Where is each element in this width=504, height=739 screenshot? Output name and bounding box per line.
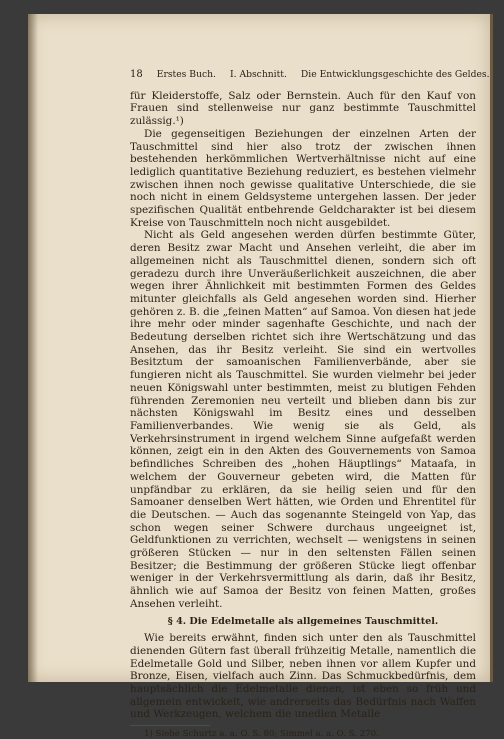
section-paragraph: Wie bereits erwähnt, finden sich unter den als Tauschmittel dienenden Gütern fast überall frühzeitig Metalle, namentlich die Edelmetalle Gold und Silber, neben ihnen vor allem Kupfer und Bronze, Eisen, vielfach auch Zinn. Das Schmuckbedürfnis, dem hauptsächlich die Edelmetalle dienen, ist eben so früh und allgemein entwickelt, wie andrerseits das Bedürfnis nach Waffen und Werkzeugen, welchem die unedlen Metalle bbox=[130, 632, 476, 721]
footnote: 1) Siehe Schurtz a. a. O. S. 80; Simmel a. a. O. S. 270. bbox=[144, 729, 379, 739]
running-head-chapter: I. Abschnitt. bbox=[229, 69, 287, 80]
running-head-book: Erstes Buch. bbox=[156, 69, 216, 80]
paragraph-continuation: für Kleiderstoffe, Salz oder Bernstein. Auch für den Kauf von Frauen sind stellenweise nur ganz bestimmte Tauschmittel zulässig.¹) bbox=[130, 89, 476, 128]
text-block bbox=[130, 69, 490, 739]
footnote-divider bbox=[130, 725, 210, 726]
paragraph: Nicht als Geld angesehen werden dürfen bestimmte Güter, deren Besitz zwar Macht und Ansehen verleiht, die aber im allgemeinen nicht als Tauschmittel dienen, sondern sich oft geradezu durch ihre Unveräußerlichkeit auszeichnen, die aber wegen ihrer Ähnlichkeit mit bestimmten Formen des Geldes mitunter gleichfalls als Geld angesehen worden sind. Hierher gehören z. B. die „feinen Matten“ auf Samoa. Von diesen hat jede ihre mehr oder minder sagenhafte Geschichte, und nach der Bedeutung derselben richtet sich ihre Wertschätzung und das Ansehen, das ihr Besitz verleiht. Sie sind ein wertvolles Besitztum der samoanischen Familienverbände, aber sie fungieren nicht als Tauschmittel. Sie wurden vielmehr bei jeder neuen Königswahl unter bestimmten, meist zu blutigen Fehden führenden Zeremonien neu verteilt und blieben dann bis zur nächsten Königswahl im Besitz eines und desselben Familienverbandes. Wie wenig sie als Geld, als Verkehrsinstrument in irgend welchem Sinne aufgefaßt werden können, zeigt ein in den Akten des Gouvernements von Samoa befindliches Schreiben des „hohen Häuptlings“ Mataafa, in welchem der Gouverneur gebeten wird, die Matten für unpfändbar zu erklären, da sie heilig seien und für den Samoaner denselben Wert hätten, wie Orden und Ehrentitel für die Deutschen. — Auch das sogenannte Steingeld von Yap, das schon wegen seiner Schwere durchaus ungeeignet ist, Geldfunktionen zu verrichten, wechselt — wenigstens in seinen größeren Stücken — nur in den seltensten Fällen seinen Besitzer; die Bestimmung der größeren Stücke liegt offenbar weniger in der Verkehrsvermittlung als darin, daß ihr Besitz, ähnlich wie auf Samoa der Besitz von feinen Matten, großes Ansehen verleiht. bbox=[130, 229, 476, 610]
running-head-title: Die Entwicklungsgeschichte des Geldes. bbox=[300, 69, 490, 80]
running-head bbox=[130, 69, 490, 82]
book-page bbox=[28, 14, 493, 739]
page-number: 18 bbox=[130, 69, 143, 80]
section-heading: § 4. Die Edelmetalle als allgemeines Tauschmittel. bbox=[167, 615, 439, 627]
paragraph: Die gegenseitigen Beziehungen der einzelnen Arten der Tauschmittel sind hier also trotz der zwischen ihnen bestehenden herkömmlichen Wertverhältnisse nicht auf eine lediglich quantitative Beziehung reduziert, es bestehen vielmehr zwischen ihnen noch gewisse qualitative Unterschiede, die sie noch nicht in einem Geldsysteme untergehen lassen. Der jeder spezifischen Qualität entbehrende Geldcharakter ist bei diesem Kreise von Tauschmitteln noch nicht ausgebildet. bbox=[130, 127, 476, 229]
